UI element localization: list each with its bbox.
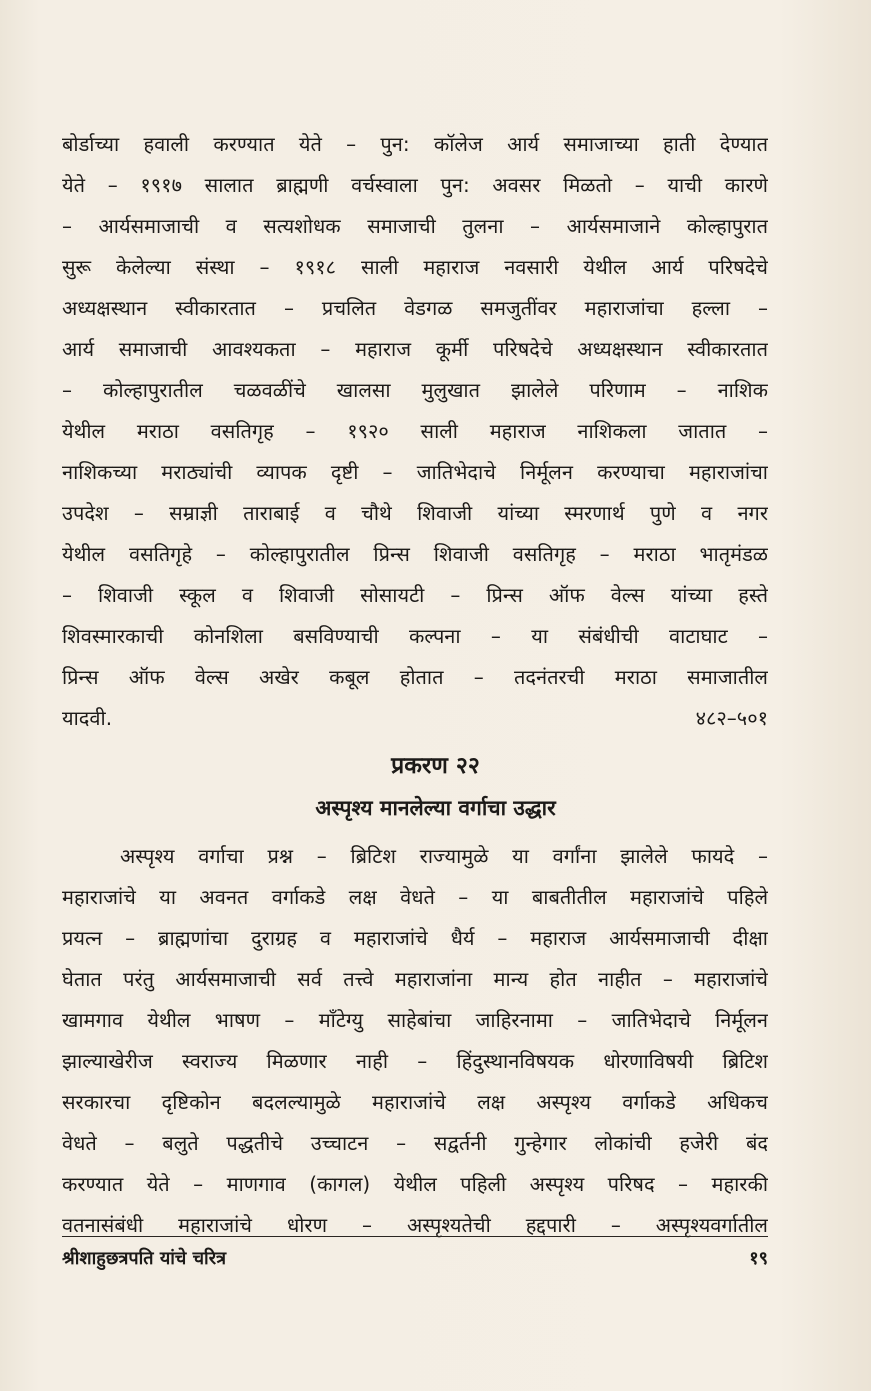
text-line: झाल्याखेरीज स्वराज्य मिळणार नाही – हिंदुस्थानविषयक धोरणाविषयी ब्रिटिश [62, 1049, 768, 1073]
text-line: प्रिन्स ऑफ वेल्स अखेर कबूल होतात – तदनंतरची मराठा समाजातील [62, 665, 768, 689]
text-line: नाशिकच्या मराठ्यांची व्यापक दृष्टी – जातिभेदाचे निर्मूलन करण्याचा महाराजांचा [62, 460, 768, 484]
text-line: अध्यक्षस्थान स्वीकारतात – प्रचलित वेडगळ समजुतींवर महाराजांचा हल्ला – [62, 296, 768, 320]
text-line: करण्यात येते – माणगाव (कागल) येथील पहिली अस्पृश्य परिषद – महारकी [62, 1172, 768, 1196]
text-line: येथील मराठा वसतिगृह – १९२० साली महाराज नाशिकला जातात – [62, 419, 768, 443]
contents-paragraph-chapter-22 [62, 836, 768, 1246]
running-footer-title: श्रीशाहुछत्रपति यांचे चरित्र [62, 1248, 227, 1269]
text-line: प्रयत्न – ब्राह्मणांचा दुराग्रह व महाराजांचे धैर्य – महाराज आर्यसमाजाची दीक्षा [62, 926, 768, 950]
text-line: येथील वसतिगृहे – कोल्हापुरातील प्रिन्स शिवाजी वसतिगृह – मराठा भातृमंडळ [62, 542, 768, 566]
text-line: शिवस्मारकाची कोनशिला बसविण्याची कल्पना – या संबंधीची वाटाघाट – [62, 624, 768, 648]
page-range: ४८२–५०१ [695, 706, 768, 730]
contents-paragraph-chapter-21 [62, 124, 768, 698]
text-line: महाराजांचे या अवनत वर्गाकडे लक्ष वेधते – या बाबतीतील महाराजांचे पहिले [62, 885, 768, 909]
text-line: घेतात परंतु आर्यसमाजाची सर्व तत्त्वे महाराजांना मान्य होत नाहीत – महाराजांचे [62, 967, 768, 991]
chapter-title: प्रकरण २२ [391, 753, 480, 779]
page-number: १९ [749, 1248, 768, 1269]
text-line: आर्य समाजाची आवश्यकता – महाराज कूर्मी परिषदेचे अध्यक्षस्थान स्वीकारतात [62, 337, 768, 361]
text-line: सुरू केलेल्या संस्था – १९१८ साली महाराज नवसारी येथील आर्य परिषदेचे [62, 255, 768, 279]
footer-divider [62, 1236, 768, 1237]
text-line: बोर्डाच्या हवाली करण्यात येते – पुन: कॉलेज आर्य समाजाच्या हाती देण्यात [62, 132, 768, 156]
last-line-with-page-range [62, 698, 768, 739]
text-line: यादवी. [62, 706, 113, 730]
chapter-subtitle: अस्पृश्य मानलेल्या वर्गाचा उद्धार [315, 796, 556, 820]
text-line: अस्पृश्य वर्गाचा प्रश्न – ब्रिटिश राज्यामुळे या वर्गांना झालेले फायदे – [120, 844, 768, 868]
text-line: खामगाव येथील भाषण – मॉंटेग्यु साहेबांचा जाहिरनामा – जातिभेदाचे निर्मूलन [62, 1008, 768, 1032]
text-line: – कोल्हापुरातील चळवळींचे खालसा मुलुखात झालेले परिणाम – नाशिक [62, 378, 768, 402]
text-line: वतनासंबंधी महाराजांचे धोरण – अस्पृश्यतेची हद्दपारी – अस्पृश्यवर्गातील [62, 1213, 768, 1237]
text-line: सरकारचा दृष्टिकोन बदलल्यामुळे महाराजांचे लक्ष अस्पृश्य वर्गाकडे अधिकच [62, 1090, 768, 1114]
text-line: – शिवाजी स्कूल व शिवाजी सोसायटी – प्रिन्स ऑफ वेल्स यांच्या हस्ते [62, 583, 768, 607]
text-line: – आर्यसमाजाची व सत्यशोधक समाजाची तुलना – आर्यसमाजाने कोल्हापुरात [62, 214, 768, 238]
text-line: उपदेश – सम्राज्ञी ताराबाई व चौथे शिवाजी यांच्या स्मरणार्थ पुणे व नगर [62, 501, 768, 525]
text-line: वेधते – बलुते पद्धतीचे उच्चाटन – सद्वर्तनी गुन्हेगार लोकांची हजेरी बंद [62, 1131, 768, 1155]
page-footer [62, 1244, 768, 1274]
text-line: येते – १९१७ सालात ब्राह्मणी वर्चस्वाला पुन: अवसर मिळतो – याची कारणे [62, 173, 768, 197]
